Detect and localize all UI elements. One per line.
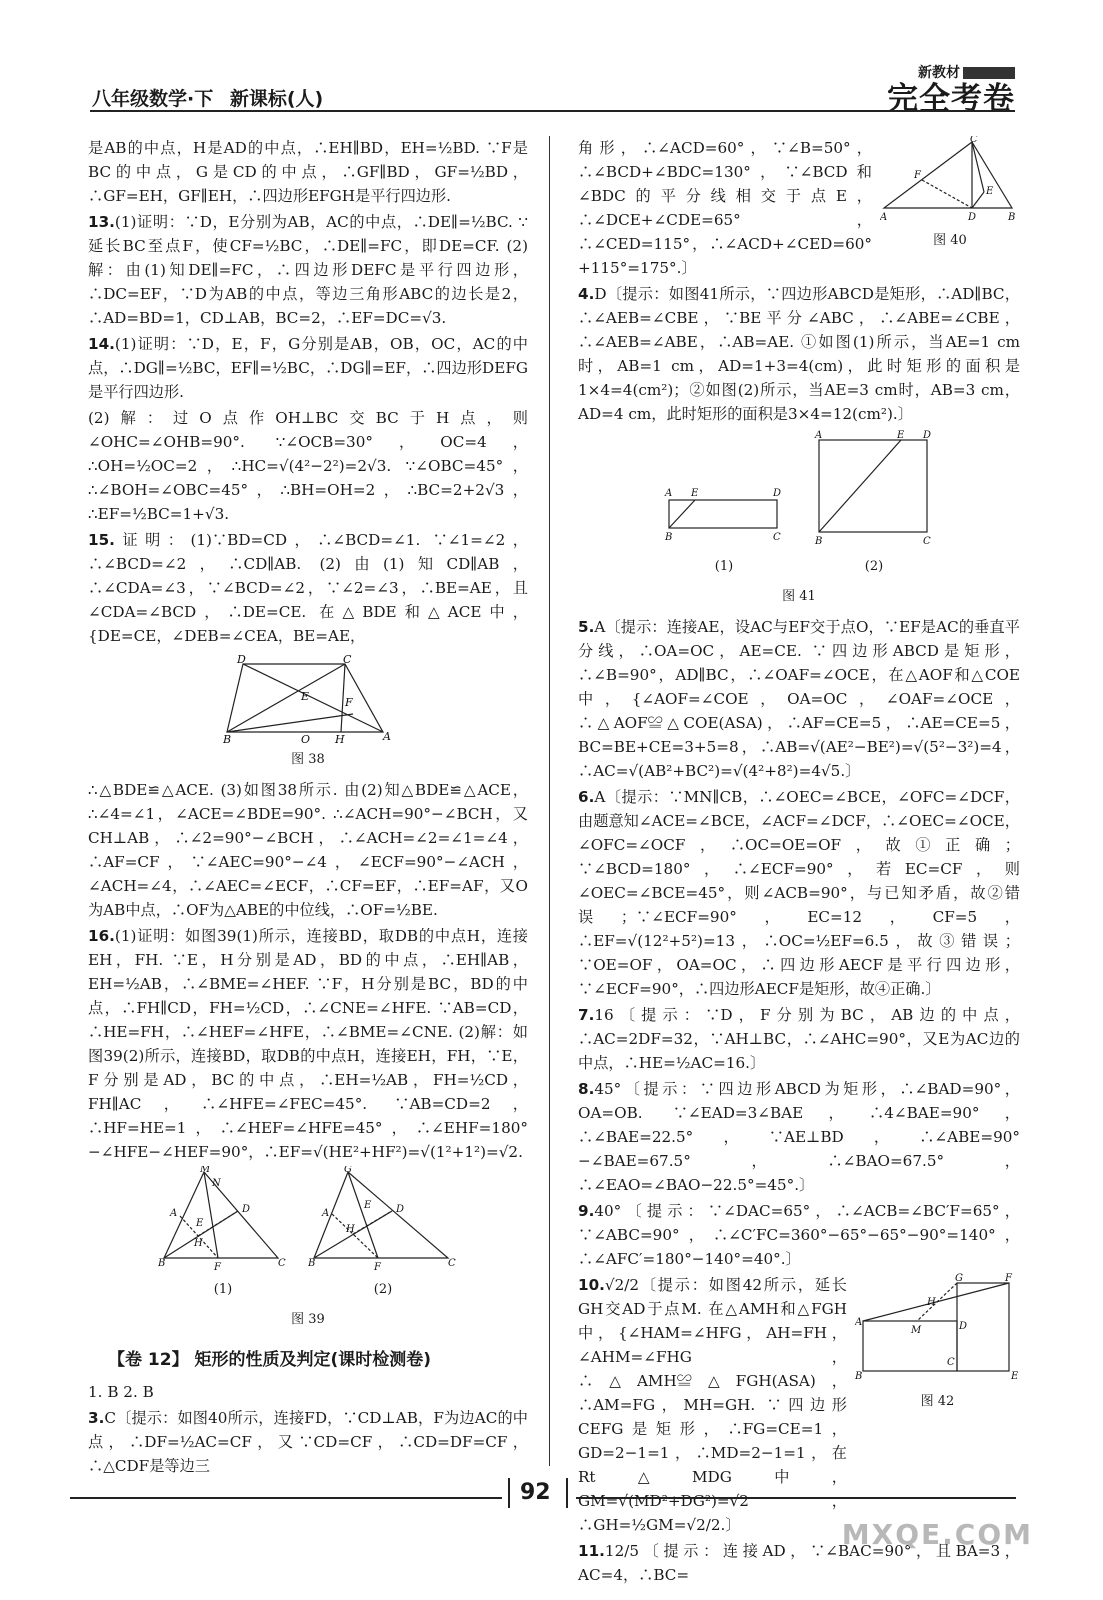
svg-text:D: D [237, 654, 246, 666]
svg-text:D: D [968, 212, 977, 222]
svg-text:E: E [691, 488, 699, 499]
svg-text:F: F [345, 696, 353, 709]
question-16: 16.(1)证明：如图39(1)所示，连接BD，取DB的中点H，连接EH，FH. ∵E，H分别是AD，BD的中点，∴EH∥AB，EH=½AB，∴∠BME=∠HEF. ∵F，H分别是BC，BD的中点，∴FH∥CD，FH=½CD，∴∠CNE=∠HFE. ∵AB=CD，∴HE=FH，∴∠HEF=∠HFE，∴∠BME=∠CNE. (2)解：如图39(2)所示，连接BD，取DB的中点H，连接EH，FH，∵E，F分别是AD，BC的中点，∴EH=½AB，FH=½CD，FH∥AC，∴∠HFE=∠FEC=45°. ∵AB=CD=2，∴HF=HE=1，∴∠HEF=∠HFE=45°，∴∠EHF=180°−∠HFE−∠HEF=90°，∴EF=√(HE²+HF²)=√(1²+1²)=√2. [88, 927, 528, 1161]
svg-text:E: E [986, 186, 994, 197]
question-6: 6.A〔提示：∵MN∥CB，∴∠OEC=∠BCE，∠OFC=∠DCF，由题意知∠ACE=∠BCE，∠ACF=∠DCF，∴∠OEC=∠OCE，∠OFC=∠OCF，∴OC=OE=OF，故①正确；∵∠BCD=180°，∴∠ECF=90°，若EC=CF，则∠OEC=∠BCE=45°，则∠ACB=90°，与已知矛盾，故②错误；∵∠ECF=90°，EC=12，CF=5，∴EF=√(12²+5²)=13，∴OC=½EF=6.5，故③错误；∵OE=OF，OA=OC，∴四边形AECF是平行四边形，∵∠ECF=90°，∴四边形AECF是矩形，故④正确.〕 [578, 788, 1020, 998]
svg-text:O: O [301, 733, 311, 744]
svg-text:C: C [947, 1357, 955, 1368]
question-3: 3.C〔提示：如图40所示，连接FD，∵CD⊥AB，F为边AC的中点，∴DF=½AC=CF，又∵CD=CF，∴CD=DF=CF，∴△CDF是等边三 [88, 1409, 528, 1475]
answers-1-2: 1. B 2. B [88, 1383, 154, 1401]
svg-text:C: C [448, 1258, 456, 1269]
figure-41-diagram-2 [809, 428, 939, 548]
series-small-label: 新教材 [887, 62, 1015, 82]
left-column [88, 136, 528, 1480]
svg-text:H: H [927, 1297, 936, 1308]
continued-paragraph: 是AB的中点，H是AD的中点，∴EH∥BD，EH=½BD. ∵F是BC的中点，G是CD的中点，∴GF∥BD，GF=½BD，∴GF=EH，GF∥EH，∴四边形EFGH是平行四边形. [88, 139, 528, 205]
svg-text:H: H [194, 1238, 203, 1249]
header-rule [90, 110, 1015, 112]
svg-text:B: B [665, 532, 673, 543]
question-14: 14.(1)证明：∵D，E，F，G分别是AB，OB，OC，AC的中点，∴DG∥=½BC，EF∥=½BC，∴DG∥=EF，∴四边形DEFG是平行四边形. [88, 335, 528, 401]
question-3-continued: 角形，∴∠ACD=60°，∵∠B=50°，∴∠BCD+∠BDC=130°，∵∠BCD和∠BDC的平分线相交于点E，∴∠DCE+∠CDE=65°，∴∠CED=115°，∴∠ACD+∠CED=60°+115°=175°.〕 [578, 139, 872, 277]
figure-38-caption: 图 38 [291, 752, 325, 767]
svg-text:G: G [955, 1273, 963, 1284]
svg-text:F: F [1005, 1273, 1012, 1284]
edition-label: 新课标(人) [229, 88, 324, 110]
question-4: 4.D〔提示：如图41所示，∵四边形ABCD是矩形，∴AD∥BC，∴∠AEB=∠CBE，∵BE平分∠ABC，∴∠ABE=∠CBE，∴∠AEB=∠ABE，∴AB=AE. ①如图(1)所示，当AE=1 cm时，AB=1 cm，AD=1+3=4(cm)，此时矩形的面积是1×4=4(cm²)；②如图(2)所示，当AE=3 cm时，AB=3 cm，AD=4 cm，此时矩形的面积是3×4=12(cm²).〕 [578, 285, 1020, 423]
svg-text:D: D [959, 1321, 968, 1332]
figure-39-diagram-1 [158, 1166, 288, 1271]
svg-text:D: D [923, 430, 932, 441]
svg-text:H: H [346, 1224, 355, 1235]
figure-39-caption: 图 39 [291, 1312, 325, 1327]
question-8: 8.45°〔提示：∵四边形ABCD为矩形，∴∠BAD=90°，OA=OB. ∵∠EAD=3∠BAE，∴4∠BAE=90°，∴∠BAE=22.5°，∵AE⊥BD，∴∠ABE=90°−∠BAE=67.5°，∴∠BAO=67.5°，∴∠EAO=∠BAO−22.5°=45°.〕 [578, 1080, 1020, 1194]
figure-40 [880, 136, 1020, 222]
svg-text:E: E [301, 690, 310, 703]
svg-text:D: D [396, 1204, 405, 1215]
svg-text:E: E [196, 1218, 204, 1229]
svg-text:H: H [335, 733, 345, 744]
svg-text:E: E [1011, 1371, 1019, 1382]
question-11: 11.12/5〔提示：连接AD，∵∠BAC=90°，且BA=3，AC=4，∴BC= [578, 1542, 1020, 1584]
watermark: MXQE.COM [841, 1518, 1033, 1551]
figure-39-sub1: (1) [213, 1282, 233, 1297]
figure-41-diagram-1 [659, 478, 789, 548]
column-divider [549, 136, 550, 1466]
footer-bar-right [566, 1478, 568, 1508]
svg-text:A: A [322, 1208, 330, 1219]
svg-text:B: B [223, 733, 232, 744]
svg-text:C: C [343, 654, 352, 666]
question-5: 5.A〔提示：连接AE，设AC与EF交于点O，∵EF是AC的垂直平分线，∴OA=OC，AE=CE. ∵四边形ABCD是矩形，∴∠B=90°，AD∥BC，∴∠OAF=∠OCE，在△AOF和△COE中，{∠AOF=∠COE，OA=OC，∠OAF=∠OCE，∴△AOF≌△COE(ASA)，∴AF=CE=5，∴AE=CE=5，BC=BE+CE=3+5=8，∴AB=√(AE²−BE²)=√(5²−3²)=4，∴AC=√(AB²+BC²)=√(4²+8²)=4√5.〕 [578, 618, 1020, 780]
section-title: 【卷 12】 矩形的性质及判定(课时检测卷) [108, 1350, 432, 1370]
question-7: 7.16〔提示：∵D，F分别为BC，AB边的中点，∴AC=2DF=32，∵AH⊥BC，∴∠AHC=90°，又E为AC边的中点，∴HE=½AC=16.〕 [578, 1006, 1020, 1072]
svg-text:A: A [170, 1208, 178, 1219]
svg-text:M: M [911, 1325, 922, 1336]
svg-text:C: C [773, 532, 781, 543]
series-logo [887, 62, 1015, 116]
figure-42 [855, 1273, 1020, 1383]
header-left [92, 84, 333, 111]
svg-text:B: B [158, 1258, 166, 1269]
svg-text:A: A [383, 730, 391, 743]
question-14-part2: (2)解：过O点作OH⊥BC交BC于H点，则∠OHC=∠OHB=90°. ∵∠OCB=30°，OC=4，∴OH=½OC=2，∴HC=√(4²−2²)=2√3. ∵∠OBC=45°，∴∠BOH=∠OBC=45°，∴BH=OH=2，∴BC=2+2√3，∴EF=½BC=1+√3. [88, 409, 528, 523]
svg-text:N: N [212, 1178, 221, 1189]
footer-bar-left [508, 1478, 510, 1508]
svg-text:B: B [308, 1258, 316, 1269]
svg-text:F: F [214, 1262, 221, 1271]
svg-text:G: G [344, 1166, 352, 1175]
svg-text:C: C [970, 136, 978, 145]
svg-text:A: A [880, 212, 888, 222]
svg-text:M: M [200, 1166, 211, 1175]
figure-39-diagram-2 [308, 1166, 458, 1271]
figure-39 [88, 1166, 528, 1308]
figure-41-sub2: (2) [864, 559, 884, 574]
svg-text:F: F [374, 1262, 381, 1271]
figure-38 [223, 654, 393, 744]
question-10: 10.√2/2〔提示：如图42所示，延长GH交AD于点M. 在△AMH和△FGH中，{∠HAM=∠HFG，AH=FH，∠AHM=∠FHG，∴△AMH≌△FGH(ASA)，∴AM=FG，MH=GH. ∵四边形CEFG是矩形，∴FG=CE=1，GD=2−1=1，∴MD=2−1=1，在Rt△MDG中，GM=√(MD²+DG²)=√2，∴GH=½GM=√2/2.〕 [578, 1276, 847, 1534]
figure-42-caption: 图 42 [920, 1394, 955, 1409]
svg-text:A: A [815, 430, 823, 441]
question-15: 15.证明：(1)∵BD=CD，∴∠BCD=∠1. ∵∠1=∠2，∴∠BCD=∠2，∴CD∥AB. (2)由(1)知CD∥AB，∴∠CDA=∠3，∵∠BCD=∠2，∵∠2=∠3，∴BE=AE，且∠CDA=∠BCD，∴DE=CE. 在△BDE和△ACE中，{DE=CE，∠DEB=∠CEA，BE=AE， [88, 531, 528, 645]
question-9: 9.40°〔提示：∵∠DAC=65°，∴∠ACB=∠BC′F=65°，∵∠ABC=90°，∴∠C′FC=360°−65°−65°−90°=140°，∴∠AFC′=180°−140°=40°.〕 [578, 1202, 1020, 1268]
question-13: 13.(1)证明：∵D，E分别为AB，AC的中点，∴DE∥=½BC. ∵延长BC至点F，使CF=½BC，∴DE∥=FC，即DE=CF. (2)解：由(1)知DE∥=FC，∴四边形DEFC是平行四边形，∴DC=EF，∵D为AB的中点，等边三角形ABC的边长是2，∴AD=BD=1，CD⊥AB，BC=2，∴EF=DC=√3. [88, 213, 528, 327]
figure-41-caption: 图 41 [782, 589, 816, 604]
figure-39-sub2: (2) [373, 1282, 393, 1297]
svg-text:A: A [855, 1317, 863, 1328]
right-column [578, 136, 1020, 1589]
svg-text:D: D [773, 488, 782, 499]
svg-text:A: A [665, 488, 673, 499]
svg-text:E: E [897, 430, 905, 441]
figure-41-sub1: (1) [714, 559, 734, 574]
page-number: 92 [520, 1480, 551, 1505]
figure-41 [578, 428, 1020, 585]
series-title: 完全考卷 [887, 81, 1015, 117]
svg-text:F: F [914, 170, 921, 181]
svg-text:C: C [923, 536, 931, 547]
svg-text:E: E [364, 1200, 372, 1211]
svg-text:C: C [278, 1258, 286, 1269]
svg-text:B: B [855, 1371, 863, 1382]
book-title: 八年级数学·下 [92, 88, 214, 110]
svg-text:D: D [242, 1204, 251, 1215]
question-15-part3: ∴△BDE≌△ACE. (3)如图38所示. 由(2)知△BDE≌△ACE，∴∠4=∠1，∠ACE=∠BDE=90°. ∴∠ACH=90°−∠BCH，又CH⊥AB，∴∠2=90°−∠BCH，∴∠ACH=∠2=∠1=∠4，∴AF=CF，∵∠AEC=90°−∠4，∠ECF=90°−∠ACH，∠ACH=∠4，∴∠AEC=∠ECF，∴CF=EF，∴EF=AF，又O为AB中点，∴OF为△ABE的中位线，∴OF=½BE. [88, 781, 528, 919]
svg-text:B: B [815, 536, 823, 547]
footer-rule-left [70, 1497, 502, 1499]
figure-40-caption: 图 40 [933, 233, 967, 248]
svg-text:B: B [1008, 212, 1016, 222]
footer-rule-right [576, 1497, 1016, 1499]
